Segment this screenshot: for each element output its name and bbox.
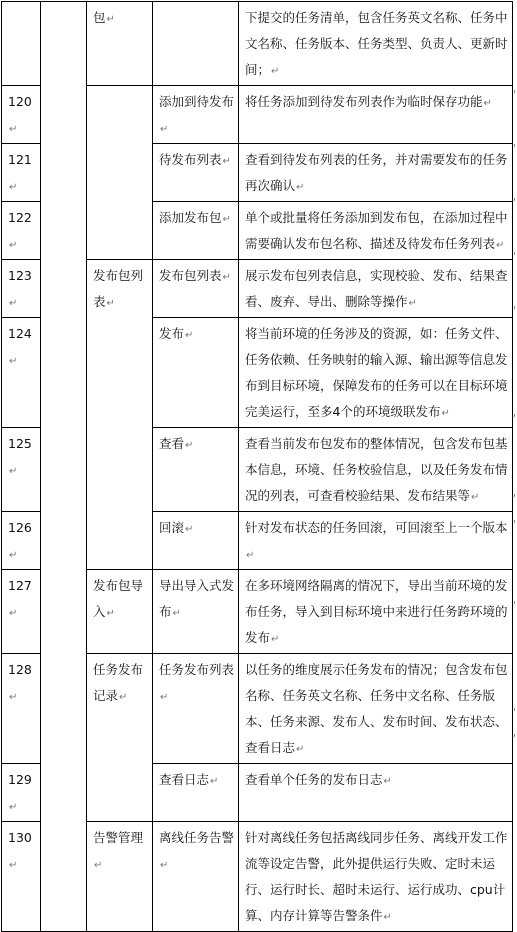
row-number: 123↵ bbox=[2, 260, 41, 318]
function-cell: 添加发布包↵ bbox=[153, 202, 239, 260]
description-cell: 查看到待发布列表的任务，并对需要发布的任务再次确认↵ bbox=[239, 144, 513, 202]
description-cell: 将任务添加到待发布列表作为临时保存功能↵ bbox=[239, 86, 513, 144]
row-number bbox=[2, 2, 41, 86]
description-cell: 在多环境网络隔离的情况下，导出当前环境的发布任务，导入到目标环境中来进行任务跨环境的发布↵ bbox=[239, 570, 513, 654]
table-row bbox=[2, 2, 513, 86]
function-cell: 待发布列表↵ bbox=[153, 144, 239, 202]
function-cell: 查看日志↵ bbox=[153, 764, 239, 822]
row-number: 126↵ bbox=[2, 512, 41, 570]
function-cell: 回滚↵ bbox=[153, 512, 239, 570]
submodule-cell: 发布包列表↵ bbox=[87, 260, 153, 570]
description-cell: 下提交的任务清单，包含任务英文名称、任务中文名称、任务版本、任务类型、负责人、更新时间；↵ bbox=[239, 2, 513, 86]
row-number: 127↵ bbox=[2, 570, 41, 654]
function-cell: 添加到待发布↵ bbox=[153, 86, 239, 144]
description-cell: 将当前环境的任务涉及的资源，如：任务文件、任务依赖、任务映射的输入源、输出源等信息发布到目标环境，保障发布的任务可以在目标环境完美运行，至多4个的环境级联发布↵ bbox=[239, 318, 513, 428]
function-cell: 发布↵ bbox=[153, 318, 239, 428]
row-number: 129↵ bbox=[2, 764, 41, 822]
submodule-cell: 包↵ bbox=[87, 2, 153, 86]
module-cell bbox=[41, 2, 87, 932]
row-number: 130↵ bbox=[2, 822, 41, 932]
description-cell: 查看单个任务的发布日志↵ bbox=[239, 764, 513, 822]
description-cell: 针对发布状态的任务回滚，可回滚至上一个版本↵ bbox=[239, 512, 513, 570]
description-cell: 针对离线任务包括离线同步任务、离线开发工作流等设定告警，此外提供运行失败、定时未运行、运行时长、超时未运行、运行成功、cpu计算、内存计算等告警条件↵ bbox=[239, 822, 513, 932]
function-cell: 查看↵ bbox=[153, 428, 239, 512]
row-number: 125↵ bbox=[2, 428, 41, 512]
row-number: 120↵ bbox=[2, 86, 41, 144]
row-number: 124↵ bbox=[2, 318, 41, 428]
submodule-cell: 任务发布记录↵ bbox=[87, 654, 153, 822]
function-cell: 离线任务告警↵ bbox=[153, 822, 239, 932]
description-cell: 查看当前发布包发布的整体情况，包含发布包基本信息，环境、任务校验信息，以及任务发布情况的列表，可查看校验结果、发布结果等↵ bbox=[239, 428, 513, 512]
function-cell: 任务发布列表↵ bbox=[153, 654, 239, 764]
function-cell: 导出导入式发布↵ bbox=[153, 570, 239, 654]
row-number: 122↵ bbox=[2, 202, 41, 260]
description-cell: 单个或批量将任务添加到发布包，在添加过程中需要确认发布包名称、描述及待发布任务列表↵ bbox=[239, 202, 513, 260]
description-cell: 展示发布包列表信息，实现校验、发布、结果查看、废弃、导出、删除等操作↵ bbox=[239, 260, 513, 318]
spec-table bbox=[1, 1, 513, 932]
submodule-cell: 告警管理↵ bbox=[87, 822, 153, 932]
function-cell: 发布包列表↵ bbox=[153, 260, 239, 318]
row-number: 121↵ bbox=[2, 144, 41, 202]
row-number: 128↵ bbox=[2, 654, 41, 764]
function-cell bbox=[153, 2, 239, 86]
submodule-cell bbox=[87, 86, 153, 260]
submodule-cell: 发布包导入↵ bbox=[87, 570, 153, 654]
description-cell: 以任务的维度展示任务发布的情况；包含发布包名称、任务英文名称、任务中文名称、任务版本、任务来源、发布人、发布时间、发布状态、查看日志↵ bbox=[239, 654, 513, 764]
